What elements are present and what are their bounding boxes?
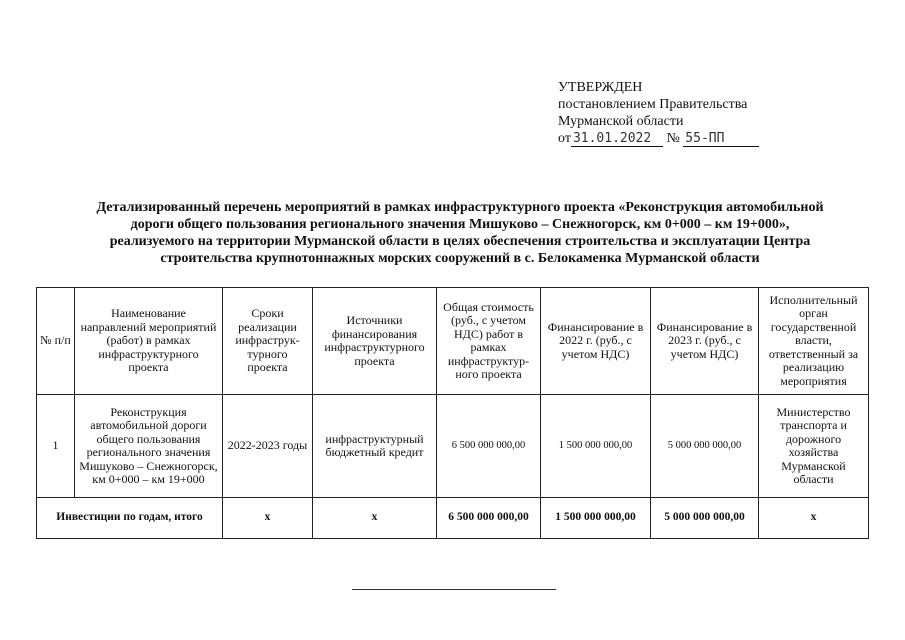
totals-source: х: [313, 498, 437, 539]
cell-fin-2022: 1 500 000 000,00: [541, 395, 651, 498]
cell-total: 6 500 000 000,00: [437, 395, 541, 498]
approval-line-2: Мурманской области: [558, 114, 684, 129]
header-cell-executor: Исполнительный орган государственной власти, ответственный за реализацию мероприятия: [759, 288, 869, 395]
totals-total: 6 500 000 000,00: [437, 498, 541, 539]
totals-fin-2023: 5 000 000 000,00: [651, 498, 759, 539]
cell-period: 2022-2023 годы: [223, 395, 313, 498]
title-line: строительства крупнотоннажных морских сооружений в с. Белокаменка Мурманской области: [160, 251, 760, 266]
title-line: реализуемого на территории Мурманской области в целях обеспечения строительства и эксплуатации Центра: [109, 234, 811, 249]
approval-line-1: постановлением Правительства: [558, 97, 748, 112]
approval-stamp: [558, 79, 818, 147]
title-line: дороги общего пользования регионального значения Мишуково – Снежногорск, км 0+000 – км 19+000»,: [130, 217, 790, 232]
document-title: [50, 199, 870, 267]
approval-heading: УТВЕРЖДЕН: [558, 80, 643, 95]
approval-number-label: №: [666, 131, 680, 146]
header-cell-fin-2022: Финансирование в 2022 г. (руб., с учетом НДС): [541, 288, 651, 395]
title-line: Детализированный перечень мероприятий в рамках инфраструктурного проекта «Реконструкция автомобильной: [96, 200, 824, 215]
cell-fin-2023: 5 000 000 000,00: [651, 395, 759, 498]
approval-number: 55-ПП: [683, 132, 759, 147]
measures-table: [36, 287, 869, 539]
cell-num: 1: [37, 395, 75, 498]
cell-executor: Министерство транспорта и дорожного хозяйства Мурманской области: [759, 395, 869, 498]
approval-date-line: [558, 130, 818, 147]
cell-name: Реконструкция автомобильной дороги общего пользования регионального значения Мишуково – Снежногорск, км 0+000 – км 19+000: [75, 395, 223, 498]
header-cell-period: Сроки реализации инфраструк-турного проекта: [223, 288, 313, 395]
header-cell-fin-2023: Финансирование в 2023 г. (руб., с учетом НДС): [651, 288, 759, 395]
header-cell-total: Общая стоимость (руб., с учетом НДС) работ в рамках инфраструктур-ного проекта: [437, 288, 541, 395]
totals-executor: х: [759, 498, 869, 539]
table-row: [37, 395, 869, 498]
header-cell-source: Источники финансирования инфраструктурного проекта: [313, 288, 437, 395]
totals-row: [37, 498, 869, 539]
totals-fin-2022: 1 500 000 000,00: [541, 498, 651, 539]
footer-divider: [352, 589, 556, 590]
approval-date: 31.01.2022: [571, 132, 663, 147]
header-cell-name: Наименование направлений мероприятий (работ) в рамках инфраструктурного проекта: [75, 288, 223, 395]
header-cell-num: № п/п: [37, 288, 75, 395]
table-header-row: [37, 288, 869, 395]
totals-period: х: [223, 498, 313, 539]
totals-label: Инвестиции по годам, итого: [37, 498, 223, 539]
approval-from-label: от: [558, 131, 571, 146]
cell-source: инфраструктурный бюджетный кредит: [313, 395, 437, 498]
